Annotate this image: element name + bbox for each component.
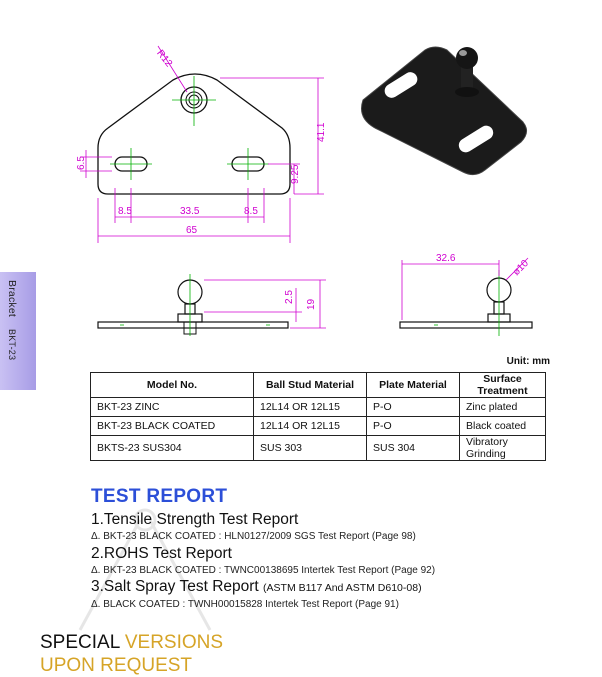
cell-plate-material: P-O xyxy=(367,398,460,417)
plate-label: 2.5 xyxy=(284,290,295,304)
table-header-row xyxy=(91,373,546,398)
centerlines xyxy=(110,76,269,180)
photo-stud-base xyxy=(455,87,479,97)
photo-stud-ball xyxy=(456,47,478,69)
side-view-right xyxy=(388,248,548,338)
cell-plate-material: SUS 304 xyxy=(367,436,460,461)
cell-surface: Black coated xyxy=(460,417,546,436)
cell-model: BKT-23 BLACK COATED xyxy=(91,417,254,436)
report-1-detail: Δ. BKT-23 BLACK COATED : HLN0127/2009 SGS Test Report (Page 98) xyxy=(91,531,416,542)
top-view-drawing xyxy=(60,38,350,248)
product-photo xyxy=(355,40,535,180)
report-3-detail: Δ. BLACK COATED : TWNH00015828 Intertek Test Report (Page 91) xyxy=(91,599,399,610)
dimension-lines xyxy=(80,46,324,243)
center-label: 33.5 xyxy=(180,206,200,217)
cell-stud-material: SUS 303 xyxy=(254,436,367,461)
side-view-left xyxy=(90,268,330,338)
cell-plate-material: P-O xyxy=(367,417,460,436)
table-row xyxy=(91,436,546,461)
side-plate xyxy=(98,322,288,328)
left-margin-label: 8.5 xyxy=(118,206,132,217)
photo-highlight xyxy=(459,50,467,56)
right-margin-label: 8.5 xyxy=(244,206,258,217)
cell-model: BKTS-23 SUS304 xyxy=(91,436,254,461)
height-label: 41.1 xyxy=(316,122,327,142)
cell-surface: Vibratory Grinding xyxy=(460,436,546,461)
report-1-heading: 1.Tensile Strength Test Report xyxy=(91,511,299,528)
stud-height-label: 19 xyxy=(306,298,317,310)
report-3-note: (ASTM B117 And ASTM D610-08) xyxy=(263,582,422,594)
cell-surface: Zinc plated xyxy=(460,398,546,417)
reach-label: 32.6 xyxy=(436,253,456,264)
side-tab-title: Bracket xyxy=(6,280,18,317)
side-tab-label xyxy=(6,280,18,361)
cell-stud-material: 12L14 OR 12L15 xyxy=(254,417,367,436)
test-report-title: TEST REPORT xyxy=(91,486,228,507)
header-stud-material: Ball Stud Material xyxy=(254,373,367,398)
side-plate-right xyxy=(400,322,532,328)
header-surface: Surface Treatment xyxy=(460,373,546,398)
cell-stud-material: 12L14 OR 12L15 xyxy=(254,398,367,417)
report-2-detail: Δ. BKT-23 BLACK COATED : TWNC00138695 Intertek Test Report (Page 92) xyxy=(91,565,436,576)
width-label: 65 xyxy=(186,225,198,236)
photo-plate xyxy=(362,47,527,175)
special-line-2: UPON REQUEST xyxy=(40,655,193,676)
header-model: Model No. xyxy=(91,373,254,398)
report-3-heading-row xyxy=(91,578,422,596)
report-2-heading: 2.ROHS Test Report xyxy=(91,545,232,562)
radius-label: R12 xyxy=(154,48,175,70)
slot-offset-label: 9.25 xyxy=(290,164,301,184)
special-line-1 xyxy=(40,632,223,654)
cell-model: BKT-23 ZINC xyxy=(91,398,254,417)
side-dimension-lines-right xyxy=(402,258,528,320)
unit-label: Unit: mm xyxy=(506,356,550,367)
slot-width-label: 6.5 xyxy=(76,156,87,170)
side-tab-code: BKT-23 xyxy=(7,329,17,361)
special-word-2: VERSIONS xyxy=(124,632,224,653)
side-centerlines-right xyxy=(434,270,499,336)
ball-label: ø10 xyxy=(510,258,531,279)
report-3-heading: 3.Salt Spray Test Report xyxy=(91,578,259,595)
header-plate-material: Plate Material xyxy=(367,373,460,398)
table-row xyxy=(91,417,546,436)
special-word-1: SPECIAL xyxy=(40,632,120,653)
table-row xyxy=(91,398,546,417)
side-tab xyxy=(0,272,36,390)
spec-table xyxy=(90,372,546,461)
